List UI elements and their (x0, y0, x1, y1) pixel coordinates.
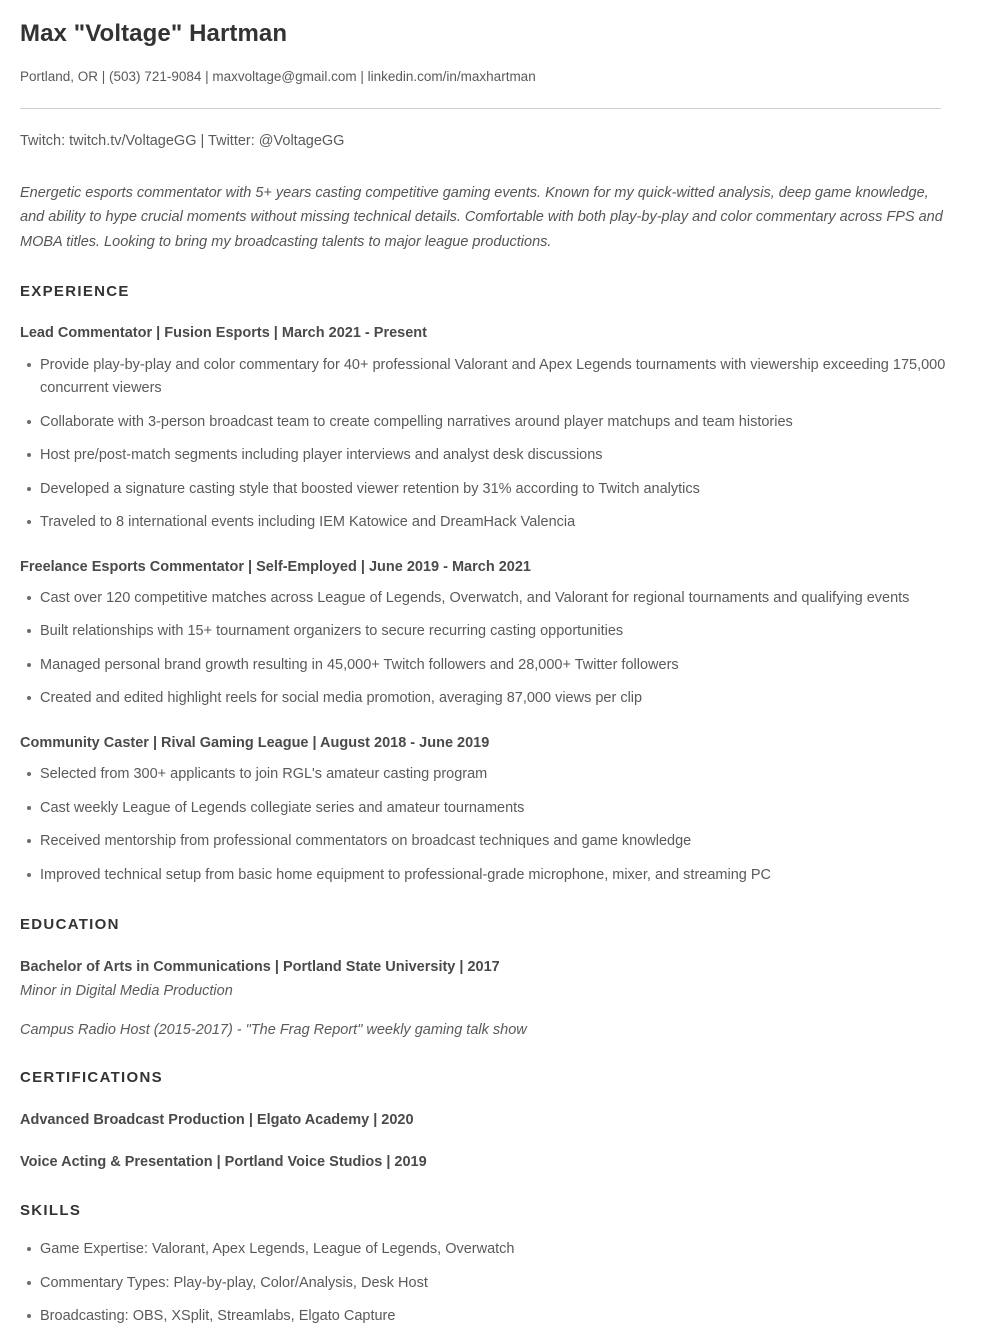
section-heading-skills: SKILLS (20, 1201, 82, 1219)
list-item: Created and edited highlight reels for social media promotion, averaging 87,000 views per clip (20, 687, 965, 710)
section-heading-certifications: CERTIFICATIONS (20, 1069, 163, 1087)
education-note: Campus Radio Host (2015-2017) - "The Frag Report" weekly gaming talk show (20, 1022, 527, 1039)
section-heading-education: EDUCATION (20, 916, 120, 934)
list-item: Collaborate with 3-person broadcast team to create compelling narratives around player matchups and team histories (20, 411, 965, 444)
list-item: Provide play-by-play and color commentary for 40+ professional Valorant and Apex Legends tournaments with viewership exceeding 175,000 concurrent viewers (20, 354, 965, 411)
header-divider (20, 108, 941, 109)
job-title: Freelance Esports Commentator | Self-Employed | June 2019 - March 2021 (20, 558, 531, 575)
social-line: Twitch: twitch.tv/VoltageGG | Twitter: @VoltageGG (20, 133, 345, 150)
education-degree: Bachelor of Arts in Communications | Portland State University | 2017 (20, 958, 500, 975)
job-title: Lead Commentator | Fusion Esports | March 2021 - Present (20, 325, 427, 342)
list-item: Traveled to 8 international events including IEM Katowice and DreamHack Valencia (20, 511, 965, 534)
education-minor: Minor in Digital Media Production (20, 982, 233, 999)
list-item: Broadcasting: OBS, XSplit, Streamlabs, Elgato Capture (20, 1305, 965, 1338)
certification-item: Voice Acting & Presentation | Portland Voice Studios | 2019 (20, 1154, 427, 1171)
list-item: Built relationships with 15+ tournament organizers to secure recurring casting opportunities (20, 620, 965, 653)
candidate-name: Max "Voltage" Hartman (20, 20, 288, 47)
section-heading-experience: EXPERIENCE (20, 282, 130, 300)
list-item: Host pre/post-match segments including player interviews and analyst desk discussions (20, 444, 965, 477)
skills-list (20, 1238, 965, 1338)
certification-item: Advanced Broadcast Production | Elgato Academy | 2020 (20, 1111, 414, 1128)
contact-line: Portland, OR | (503) 721-9084 | maxvoltage@gmail.com | linkedin.com/in/maxhartman (20, 68, 536, 84)
job-bullets (20, 587, 965, 711)
list-item: Cast weekly League of Legends collegiate series and amateur tournaments (20, 797, 965, 830)
list-item: Managed personal brand growth resulting in 45,000+ Twitch followers and 28,000+ Twitter followers (20, 654, 965, 687)
list-item: Selected from 300+ applicants to join RGL's amateur casting program (20, 763, 965, 796)
list-item: Game Expertise: Valorant, Apex Legends, League of Legends, Overwatch (20, 1238, 965, 1271)
list-item: Commentary Types: Play-by-play, Color/Analysis, Desk Host (20, 1272, 965, 1305)
job-bullets (20, 763, 965, 887)
list-item: Cast over 120 competitive matches across League of Legends, Overwatch, and Valorant for regional tournaments and qualifying events (20, 587, 965, 620)
professional-summary: Energetic esports commentator with 5+ years casting competitive gaming events. Known for my quick-witted analysis, deep game knowledge, and ability to hype crucial moments without missing technical details. Comfortable with both play-by-play and color commentary across FPS and MOBA titles. Looking to bring my broadcasting talents to major league productions. (20, 184, 943, 250)
list-item: Improved technical setup from basic home equipment to professional-grade microphone, mixer, and streaming PC (20, 864, 965, 887)
list-item: Developed a signature casting style that boosted viewer retention by 31% according to Twitch analytics (20, 478, 965, 511)
list-item: Received mentorship from professional commentators on broadcast techniques and game knowledge (20, 830, 965, 863)
job-title: Community Caster | Rival Gaming League | August 2018 - June 2019 (20, 734, 490, 751)
job-bullets (20, 354, 965, 535)
